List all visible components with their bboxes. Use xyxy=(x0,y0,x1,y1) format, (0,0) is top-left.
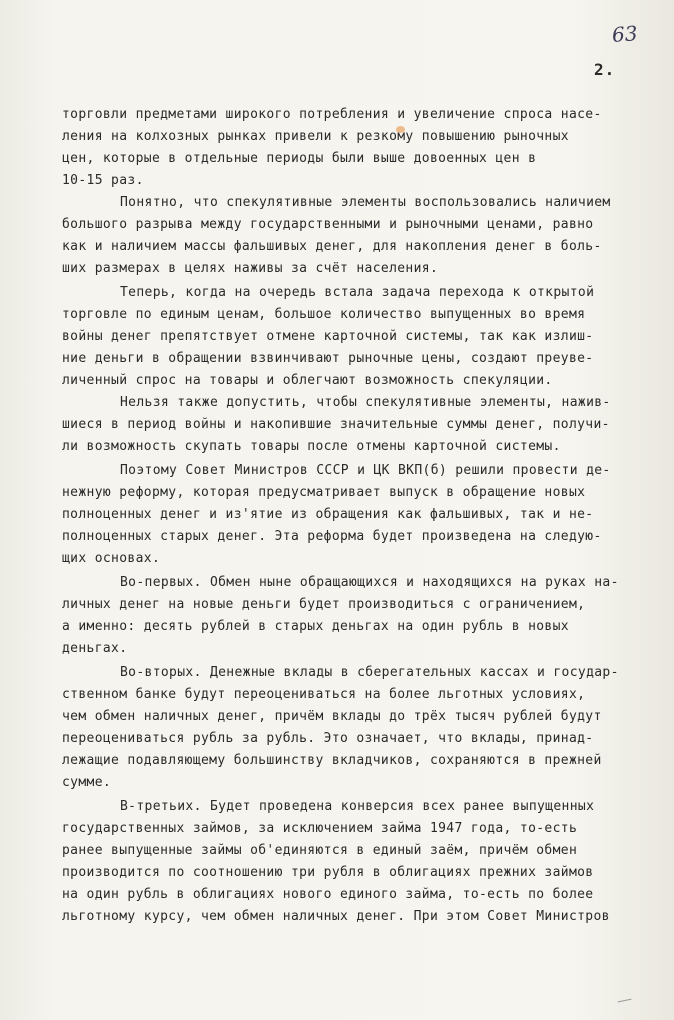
archive-sheet-number: 63 xyxy=(611,21,639,47)
pencil-mark xyxy=(618,999,633,1007)
text-line: полноценных старых денег. Эта реформа будет произведена на следую- xyxy=(62,529,602,544)
text-line: сумме. xyxy=(62,775,112,790)
text-line: Понятно, что спекулятивные элементы воспользовались наличием xyxy=(120,195,611,210)
text-line: ших размерах в целях наживы за счёт населения. xyxy=(62,261,439,276)
text-line: цен, которые в отдельные периоды были выше довоенных цен в xyxy=(62,151,537,166)
text-line: шиеся в период войны и накопившие значительные суммы денег, получи- xyxy=(62,417,610,432)
text-line: щих основах. xyxy=(62,551,161,566)
text-line: ранее выпущенные займы об'единяются в единый заём, причём обмен xyxy=(62,843,578,858)
text-line: как и наличием массы фальшивых денег, для накопления денег в боль- xyxy=(62,239,602,254)
text-line: торговле по единым ценам, большое количество выпущенных во время xyxy=(62,307,586,322)
text-line: производится по соотношению три рубля в облигациях прежних займов xyxy=(62,865,594,880)
text-line: Поэтому Совет Министров СССР и ЦК ВКП(б) решили провести де- xyxy=(120,463,611,478)
text-line: Теперь, когда на очередь встала задача перехода к открытой xyxy=(120,285,595,300)
text-line: ние деньги в обращении взвинчивают рыночные цены, создают преуве- xyxy=(62,351,594,366)
text-line: торговли предметами широкого потребления и увеличение спроса насе- xyxy=(62,107,602,122)
text-line: войны денег препятствует отмене карточной системы, так как излиш- xyxy=(62,329,594,344)
text-line: 10-15 раз. xyxy=(62,173,144,188)
text-line: переоцениваться рубль за рубль. Это означает, что вклады, принад- xyxy=(62,731,594,746)
text-line: льготному курсу, чем обмен наличных денег. При этом Совет Министров xyxy=(62,909,610,924)
text-line: Во-первых. Обмен ныне обращающихся и находящихся на руках на- xyxy=(120,575,619,590)
text-line: государственных займов, за исключением займа 1947 года, то-есть xyxy=(62,821,578,836)
text-line: Во-вторых. Денежные вклады в сберегательных кассах и государ- xyxy=(120,665,619,680)
text-line: деньгах. xyxy=(62,641,128,656)
text-line: ления на колхозных рынках привели к резкому повышению рыночных xyxy=(62,129,569,144)
text-line: лежащие подавляющему большинству вкладчиков, сохраняются в прежней xyxy=(62,753,602,768)
page-number: 2. xyxy=(594,60,616,79)
text-line: большого разрыва между государственными и рыночными ценами, равно xyxy=(62,217,594,232)
text-line: а именно: десять рублей в старых деньгах на один рубль в новых xyxy=(62,619,569,634)
text-line: Нельзя также допустить, чтобы спекулятивные элементы, нажив- xyxy=(120,395,611,410)
text-line: нежную реформу, которая предусматривает выпуск в обращение новых xyxy=(62,485,586,500)
text-line: полноценных денег и из'ятие из обращения как фальшивых, так и не- xyxy=(62,507,594,522)
text-line: личных денег на новые деньги будет производиться с ограничением, xyxy=(62,597,586,612)
text-line: ственном банке будут переоцениваться на более льготных условиях, xyxy=(62,687,586,702)
text-line: В-третьих. Будет проведена конверсия всех ранее выпущенных xyxy=(120,799,595,814)
text-line: ли возможность скупать товары после отмены карточной системы. xyxy=(62,439,561,454)
text-line: чем обмен наличных денег, причём вклады до трёх тысяч рублей будут xyxy=(62,709,602,724)
text-line: на один рубль в облигациях нового единого займа, то-есть по более xyxy=(62,887,594,902)
text-line: личенный спрос на товары и облегчают возможность спекуляции. xyxy=(62,373,553,388)
